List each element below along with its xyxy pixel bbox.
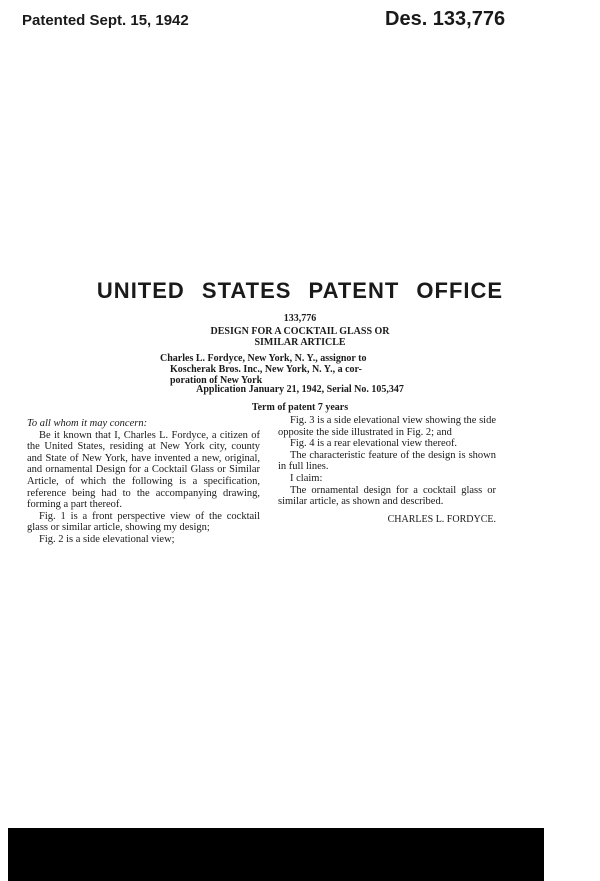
- right-column: [278, 415, 496, 525]
- left-column: [27, 418, 260, 546]
- claim-text: The ornamental design for a cocktail glass or similar article, as shown and described.: [278, 484, 496, 508]
- left-paragraph-3: Fig. 2 is a side elevational view;: [39, 533, 175, 545]
- design-title-line2: SIMILAR ARTICLE: [254, 337, 346, 348]
- left-paragraph-2: Fig. 1 is a front perspective view of the cocktail glass or similar article, showing my design;: [27, 510, 260, 534]
- signature: CHARLES L. FORDYCE.: [387, 513, 496, 525]
- inventor-line1: Charles L. Fordyce, New York, N. Y., assignor to: [160, 353, 367, 364]
- right-paragraph-1: Fig. 3 is a side elevational view showing the side opposite the side illustrated in Fig. 2; and: [278, 415, 496, 438]
- patent-number: 133,776: [283, 313, 317, 324]
- inventor-line2: Koscherak Bros. Inc., New York, N. Y., a cor-: [170, 364, 362, 375]
- right-paragraph-3: The characteristic feature of the design is shown in full lines.: [278, 449, 496, 473]
- term-line: Term of patent 7 years: [251, 402, 349, 413]
- patented-date: Patented Sept. 15, 1942: [22, 12, 189, 29]
- left-paragraph-1: Be it known that I, Charles L. Fordyce, a citizen of the United States, residing at New York city, county and State of New York, have invented a new, original, and ornamental Design for a Cocktail Glass or Similar Article, of which the following is a specification, reference being had to the accompanying drawing, forming a part thereof.: [27, 429, 260, 511]
- salutation: To all whom it may concern:: [27, 418, 148, 429]
- design-title-line1: DESIGN FOR A COCKTAIL GLASS OR: [210, 326, 390, 337]
- inventor-line3: poration of New York: [170, 375, 263, 386]
- application-line: Application January 21, 1942, Serial No. 105,347: [196, 384, 404, 395]
- inventor-block: [160, 353, 425, 386]
- office-title: UNITED STATES PATENT OFFICE: [96, 278, 504, 303]
- right-paragraph-2: Fig. 4 is a rear elevational view thereof.: [290, 438, 458, 450]
- design-number: Des. 133,776: [385, 8, 506, 30]
- claim-heading: I claim:: [290, 472, 323, 484]
- scan-border: [8, 828, 544, 881]
